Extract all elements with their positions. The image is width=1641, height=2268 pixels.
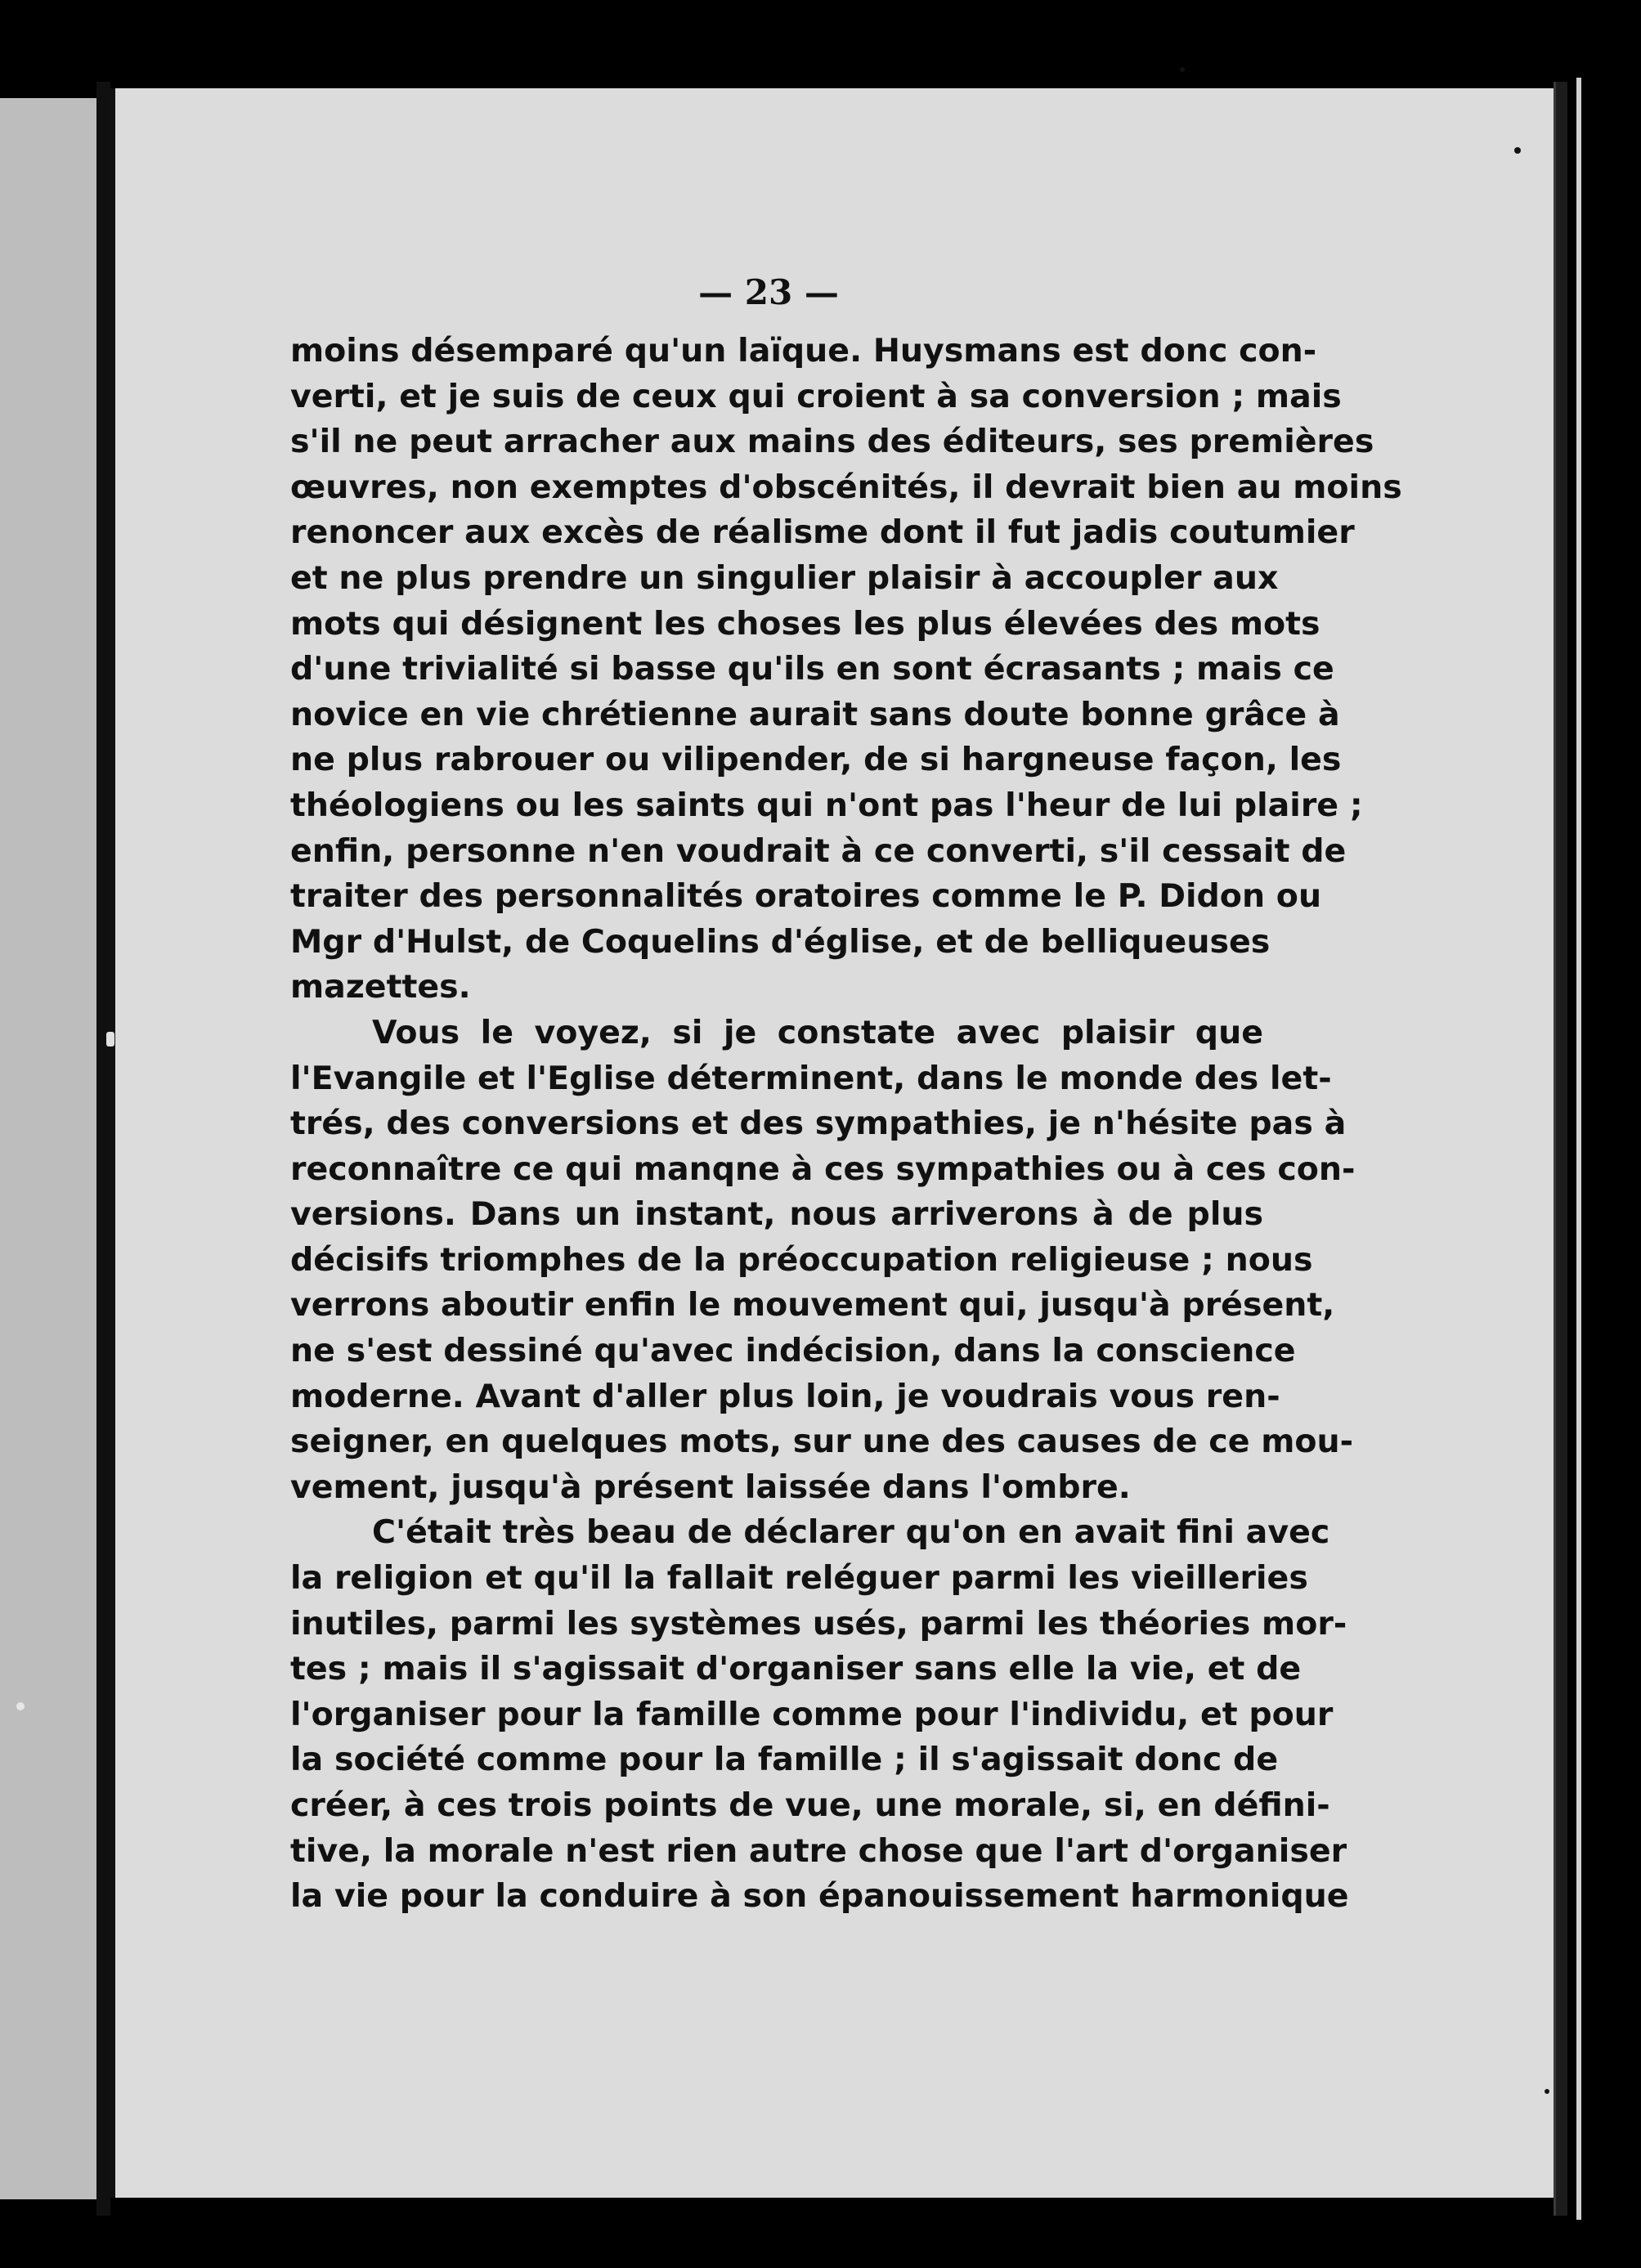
text-line: tes ; mais il s'agissait d'organiser sans elle la vie, et de — [290, 1650, 1302, 1688]
body-text — [290, 329, 1402, 1920]
text-line: enfin, personne n'en voudrait à ce converti, s'il cessait de — [290, 831, 1347, 870]
text-line: moins désemparé qu'un laïque. Huysmans est donc con- — [290, 332, 1317, 370]
text-line: seigner, en quelques mots, sur une des causes de ce mou- — [290, 1423, 1354, 1461]
text-line: la religion et qu'il la fallait reléguer parmi les vieilleries — [290, 1559, 1308, 1598]
text-line: renoncer aux excès de réalisme dont il fut jadis coutumier — [290, 513, 1355, 552]
text-line: l'organiser pour la famille comme pour l'individu, et pour — [290, 1695, 1334, 1733]
text-line: Mgr d'Hulst, de Coquelins d'église, et de belliqueuses — [290, 922, 1271, 961]
text-line: novice en vie chrétienne aurait sans doute bonne grâce à — [290, 695, 1340, 733]
text-line: d'une trivialité si basse qu'ils en sont écrasants ; mais ce — [290, 650, 1334, 688]
text-line: trés, des conversions et des sympathies, je n'hésite pas à — [290, 1105, 1347, 1143]
text-line: inutiles, parmi les systèmes usés, parmi les théories mor- — [290, 1604, 1347, 1643]
text-line: s'il ne peut arracher aux mains des éditeurs, ses premières — [290, 423, 1374, 461]
left-page-edge — [0, 98, 96, 2199]
scan-speck — [1180, 67, 1185, 72]
text-line: la vie pour la conduire à son épanouissement harmonique — [290, 1877, 1349, 1916]
text-line: moderne. Avant d'aller plus loin, je voudrais vous ren- — [290, 1377, 1280, 1415]
text-line: ne s'est dessiné qu'avec indécision, dans la conscience — [290, 1332, 1296, 1370]
page-number: — 23 — — [698, 272, 839, 312]
right-page-border — [1554, 82, 1567, 2216]
text-line: décisifs triomphes de la préoccupation religieuse ; nous — [290, 1240, 1313, 1279]
text-line: œuvres, non exemptes d'obscénités, il devrait bien au moins — [290, 468, 1402, 506]
text-line: versions. Dans un instant, nous arriverons à de plus — [290, 1195, 1263, 1234]
scan-speck — [1514, 147, 1521, 154]
text-line: Vous le voyez, si je constate avec plaisir que — [372, 1013, 1263, 1051]
text-line: ne plus rabrouer ou vilipender, de si hargneuse façon, les — [290, 741, 1342, 779]
scan-speck — [1545, 2089, 1549, 2094]
right-page-edge — [1576, 78, 1581, 2220]
text-line: mazettes. — [290, 968, 471, 1006]
text-line: vement, jusqu'à présent laissée dans l'ombre. — [290, 1468, 1131, 1506]
text-line: verti, et je suis de ceux qui croient à sa conversion ; mais — [290, 377, 1342, 415]
text-line: traiter des personnalités oratoires comme le P. Didon ou — [290, 877, 1322, 916]
text-line: C'était très beau de déclarer qu'on en avait fini avec — [372, 1513, 1330, 1552]
text-line: tive, la morale n'est rien autre chose que l'art d'organiser — [290, 1831, 1347, 1870]
text-line: créer, à ces trois points de vue, une morale, si, en défini- — [290, 1786, 1330, 1824]
text-line: la société comme pour la famille ; il s'agissait donc de — [290, 1741, 1279, 1779]
text-line: théologiens ou les saints qui n'ont pas l'heur de lui plaire ; — [290, 786, 1363, 824]
text-line: mots qui désignent les choses les plus élevées des mots — [290, 604, 1320, 643]
text-line: verrons aboutir enfin le mouvement qui, jusqu'à présent, — [290, 1286, 1335, 1324]
scan-speck — [16, 1702, 25, 1710]
text-line: et ne plus prendre un singulier plaisir à accoupler aux — [290, 558, 1279, 597]
text-line: reconnaître ce qui manqne à ces sympathies ou à ces con- — [290, 1150, 1356, 1188]
scan-speck — [106, 1032, 114, 1047]
binding-shadow — [96, 82, 110, 2216]
text-line: l'Evangile et l'Eglise déterminent, dans le monde des let- — [290, 1059, 1332, 1097]
